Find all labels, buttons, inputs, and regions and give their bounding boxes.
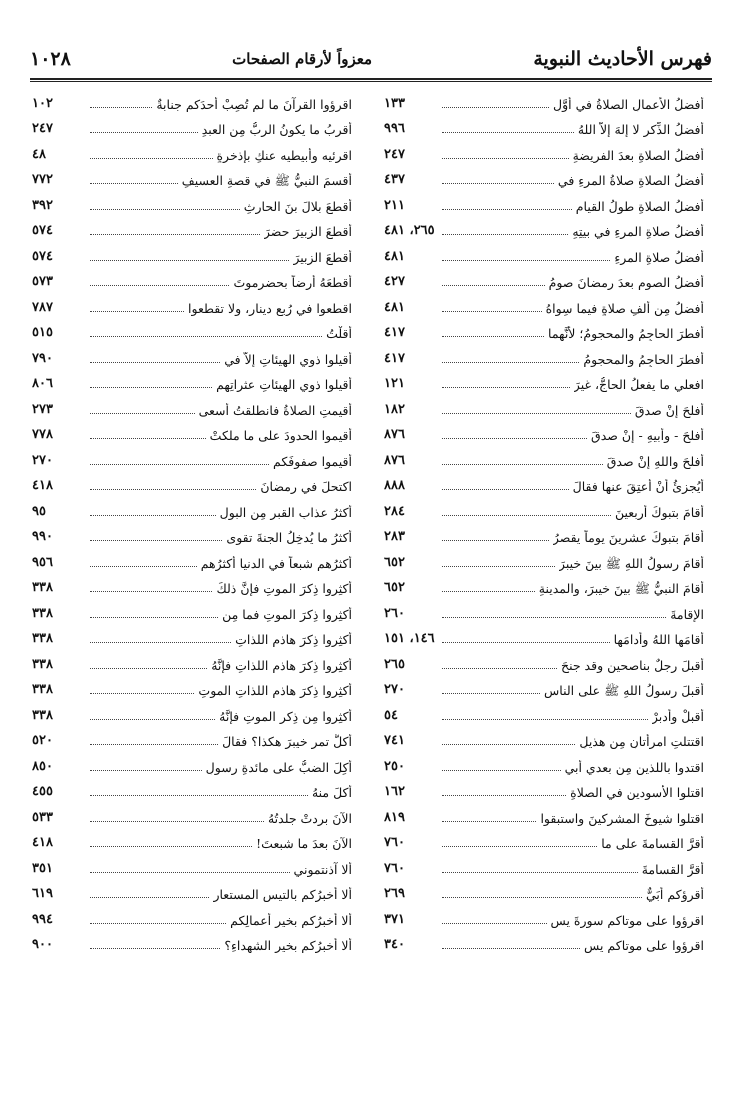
index-entry	[32, 469, 352, 495]
index-entry	[384, 545, 704, 571]
hadith-text: أقطعَ بلالَ بنَ الحارثِ	[243, 198, 352, 214]
index-entry	[384, 775, 704, 801]
index-entry	[384, 316, 704, 342]
index-entry	[384, 622, 704, 648]
index-entry	[384, 86, 704, 112]
dot-leader	[442, 515, 611, 516]
hadith-text: أقيمتِ الصلاةُ فانطلقتُ أسعى	[198, 402, 352, 418]
dot-leader	[90, 872, 290, 873]
hadith-text: أكلُّ تمرِ خيبرَ هكذا؟ فقالَ	[222, 734, 352, 749]
hadith-text: أقامَ بتبوكَ عشرينَ يوماً يقصرُ	[552, 530, 704, 545]
hadith-text: أفضلُ صلاةِ المرءِ في بيتِهِ	[572, 224, 704, 239]
page-ref: ٢٦٥، ٤٨١	[384, 223, 435, 239]
dot-leader	[90, 438, 206, 439]
dot-leader	[90, 617, 218, 618]
dot-leader	[442, 387, 570, 388]
index-entry	[32, 392, 352, 418]
page-ref: ٧٦٠	[384, 835, 405, 851]
left-column	[32, 86, 352, 953]
dot-leader	[442, 489, 569, 490]
hadith-text: أفضلُ صلاةِ المرءِ	[614, 249, 704, 265]
hadith-text: أفضلُ مِن ألفِ صلاةٍ فيما سِواهُ	[545, 300, 704, 316]
hadith-text: أقبلْ وأدبرْ	[651, 708, 704, 724]
hadith-text: اقتلوا الأسودينِ في الصلاةِ	[570, 785, 704, 800]
hadith-text: أفلحَ - وأبيهِ - إنْ صدقَ	[591, 428, 704, 443]
hadith-text: أقربُ ما يكونُ الربُّ مِن العبدِ	[201, 122, 352, 137]
page-ref: ٢٧٠	[384, 682, 405, 698]
index-entry	[384, 469, 704, 495]
index-entry	[32, 877, 352, 903]
index-entry	[32, 647, 352, 673]
index-entry	[32, 137, 352, 163]
dot-leader	[442, 566, 555, 567]
dot-leader	[442, 744, 575, 745]
page-ref: ٥٢٠	[32, 733, 53, 749]
hadith-text: أكلَ منهُ	[311, 785, 352, 800]
index-entry	[32, 596, 352, 622]
page-ref: ٤١٨	[32, 478, 53, 494]
page-ref: ٧٤١	[384, 733, 405, 749]
index-entry	[384, 749, 704, 775]
index-entry	[384, 137, 704, 163]
right-column	[384, 86, 704, 953]
page-ref: ٤١٨	[32, 835, 53, 851]
dot-leader	[90, 464, 269, 465]
hadith-text: أفضلُ الأعمالِ الصلاةُ في أوَّلِ	[553, 96, 704, 112]
hadith-text: اقطعوا في رُبعِ دينارٍ، ولا تقطعوا	[188, 300, 352, 316]
hadith-text: أقيلوا ذوي الهيئاتِ إلاَّ في	[224, 351, 352, 367]
dot-leader	[90, 846, 252, 847]
index-entry	[32, 188, 352, 214]
page-ref: ٣٧١	[384, 911, 405, 927]
page-ref: ٢٨٤	[384, 503, 405, 519]
hadith-text: أفطرَ الحاجِمُ والمحجومُ	[583, 351, 704, 367]
hadith-text: أقامَها اللهُ وأدامَها	[613, 632, 704, 647]
page-ref: ٥٣٣	[32, 809, 53, 825]
index-entry	[32, 622, 352, 648]
dot-leader	[90, 234, 260, 235]
page-ref: ٧٨٧	[32, 299, 53, 315]
hadith-text: اقرئيه وأبيطيه عنكِ بإذخرةٍ	[216, 147, 352, 163]
page-ref: ٣٣٨	[32, 682, 53, 698]
index-entry	[384, 596, 704, 622]
dot-leader	[442, 413, 631, 414]
hadith-text: افعلي ما يفعلُ الحاجُّ، غيرَ	[573, 377, 704, 392]
dot-leader	[442, 948, 580, 949]
page-ref: ١٨٢	[384, 401, 405, 417]
page-ref: ٧٦٠	[384, 860, 405, 876]
page-ref: ٣٣٨	[32, 631, 53, 647]
hadith-text: أقرَّ القسامةَ	[641, 861, 704, 877]
dot-leader	[90, 770, 202, 771]
header-rule-thin	[30, 81, 712, 82]
hadith-text: أقطعَهُ أرضاً بحضرموتَ	[233, 275, 352, 290]
hadith-text: أكثِروا مِن ذِكرِ الموتِ فإنَّهُ	[219, 708, 352, 724]
index-entry	[384, 928, 704, 954]
hadith-text: أكثِروا ذِكرَ هاذمِ اللذاتِ فإنَّهُ	[211, 657, 352, 673]
page-ref: ٥٤	[384, 707, 398, 723]
page-ref: ٣٩٢	[32, 197, 53, 213]
hadith-text: ألا أخبرُكم بخيرِ أعمالِكم	[230, 912, 352, 928]
page-ref: ١٠٢	[32, 95, 53, 111]
dot-leader	[90, 515, 216, 516]
hadith-text: أفضلُ الصلاةِ صلاةُ المرءِ في	[557, 173, 704, 188]
dot-leader	[90, 821, 264, 822]
index-title: فهرس الأحاديث النبوية	[533, 48, 712, 70]
index-entry	[32, 826, 352, 852]
page-ref: ٦٥٢	[384, 554, 405, 570]
page-ref: ٣٣٨	[32, 605, 53, 621]
page-number: ١٠٢٨	[30, 48, 71, 70]
index-entry	[32, 545, 352, 571]
dot-leader	[442, 260, 610, 261]
hadith-text: الإقامةَ	[670, 606, 704, 622]
index-entry	[32, 341, 352, 367]
page-ref: ٤٢٧	[384, 274, 405, 290]
page-ref: ٩٥٦	[32, 554, 53, 570]
page-ref: ٨٥٠	[32, 758, 53, 774]
index-entry	[32, 86, 352, 112]
page-ref: ٢٦٠	[384, 605, 405, 621]
dot-leader	[90, 260, 289, 261]
index-entry	[384, 647, 704, 673]
index-entry	[32, 290, 352, 316]
hadith-text: أقامَ بتبوكَ أربعينَ	[614, 504, 704, 520]
page-ref: ٣٤٠	[384, 937, 405, 953]
hadith-text: أفضلُ الصلاةِ بعدَ الفريضةِ	[572, 147, 704, 163]
index-entry	[384, 290, 704, 316]
page-ref: ٥٧٤	[32, 223, 53, 239]
page-ref: ٨٨٨	[384, 478, 405, 494]
hadith-text: أقبلَ رجلٌ بناصحينِ وقد جنحَ	[561, 657, 704, 673]
hadith-text: أكثِروا ذِكرَ الموتِ فإنَّ ذلكَ	[216, 581, 352, 596]
page-ref: ٥١٥	[32, 325, 53, 341]
hadith-text: أقلْتُ	[326, 326, 352, 341]
hadith-text: اكتحلَ في رمضانَ	[260, 479, 352, 494]
dot-leader	[90, 948, 220, 949]
index-entry	[32, 749, 352, 775]
index-entry	[32, 112, 352, 138]
dot-leader	[90, 693, 194, 694]
page-ref: ٩٩٤	[32, 911, 53, 927]
dot-leader	[442, 719, 648, 720]
dot-leader	[90, 311, 184, 312]
index-entry	[384, 112, 704, 138]
hadith-text: أقيلوا ذوي الهيئاتِ عثراتِهم	[216, 377, 352, 392]
header-rule	[30, 78, 712, 80]
index-entry	[32, 418, 352, 444]
page-ref: ١٦٢	[384, 784, 405, 800]
page-ref: ٢٨٣	[384, 529, 405, 545]
index-entry	[32, 265, 352, 291]
dot-leader	[90, 362, 220, 363]
hadith-text: أقيموا صفوفَكم	[273, 453, 352, 469]
dot-leader	[90, 183, 178, 184]
dot-leader	[442, 642, 610, 643]
page-ref: ٨٧٦	[384, 452, 405, 468]
dot-leader	[90, 387, 212, 388]
dot-leader	[90, 158, 213, 159]
index-entry	[32, 724, 352, 750]
dot-leader	[442, 183, 554, 184]
hadith-text: ألا آذنتموني	[293, 861, 352, 877]
page-ref: ٢٧٣	[32, 401, 53, 417]
index-entry	[384, 418, 704, 444]
index-subtitle: معزواً لأرقام الصفحات	[232, 50, 373, 68]
page-ref: ٩٩٠	[32, 529, 53, 545]
index-entry	[384, 826, 704, 852]
dot-leader	[442, 362, 579, 363]
dot-leader	[90, 719, 215, 720]
hadith-text: أفضلُ الصومِ بعدَ رمضانَ صومُ	[548, 275, 704, 290]
page-ref: ٢١١	[384, 197, 405, 213]
hadith-text: ألا أخبرُكم بخيرِ الشهداءِ؟	[224, 938, 352, 953]
hadith-text: أقرؤكم أُبَيٌّ	[646, 887, 704, 902]
hadith-text: أقطعَ الزبيرَ	[293, 249, 352, 265]
hadith-text: اقتتلتِ امرأتانِ مِن هذيلٍ	[579, 734, 704, 749]
dot-leader	[442, 540, 549, 541]
hadith-text: اقتلوا شيوخَ المشركينَ واستبقوا	[540, 810, 704, 826]
page-ref: ٥٧٤	[32, 248, 53, 264]
hadith-text: أكثِروا ذِكرَ الموتِ فما مِن	[222, 606, 352, 622]
index-entry	[32, 673, 352, 699]
hadith-text: أكثرُهم شبعاً في الدنيا أكثرُهم	[200, 555, 352, 571]
dot-leader	[90, 540, 222, 541]
hadith-text: أفطرَ الحاجِمُ والمحجومُ؛ لأنَّهما	[548, 326, 704, 341]
index-entry	[32, 443, 352, 469]
page-ref: ٣٣٨	[32, 656, 53, 672]
page-ref: ٧٧٢	[32, 172, 53, 188]
dot-leader	[442, 923, 547, 924]
dot-leader	[90, 336, 322, 337]
index-entry	[32, 520, 352, 546]
hadith-text: أفضلُ الصلاةِ طولُ القيامِ	[575, 198, 704, 214]
dot-leader	[90, 591, 212, 592]
hadith-text: أفلحَ إنْ صدقَ	[634, 402, 704, 418]
page-ref: ٦١٩	[32, 886, 53, 902]
hadith-text: ألا أخبرُكم بالتيسِ المستعارِ	[213, 887, 352, 902]
page-ref: ١٤٦، ١٥١	[384, 631, 435, 647]
dot-leader	[90, 795, 308, 796]
dot-leader	[90, 566, 197, 567]
page-ref: ١٣٣	[384, 95, 405, 111]
dot-leader	[442, 617, 666, 618]
page-ref: ٩٥	[32, 503, 46, 519]
dot-leader	[90, 413, 195, 414]
page-ref: ٢٤٧	[384, 146, 405, 162]
index-entry	[384, 265, 704, 291]
dot-leader	[90, 744, 218, 745]
dot-leader	[442, 107, 549, 108]
dot-leader	[442, 897, 642, 898]
page-header	[30, 44, 712, 74]
index-entry	[384, 188, 704, 214]
index-entry	[384, 239, 704, 265]
dot-leader	[90, 668, 207, 669]
index-entry	[32, 316, 352, 342]
index-entry	[32, 851, 352, 877]
hadith-text: أفلحَ واللهِ إنْ صدقَ	[606, 453, 704, 469]
hadith-text: أقرَّ القسامةَ على ما	[601, 836, 704, 851]
index-entry	[32, 928, 352, 954]
dot-leader	[442, 872, 638, 873]
hadith-text: أُكِلَ الضبُّ على مائدةِ رسولِ	[205, 759, 352, 775]
index-entry	[384, 877, 704, 903]
dot-leader	[442, 336, 544, 337]
dot-leader	[442, 668, 557, 669]
page-ref: ٨٠٦	[32, 376, 53, 392]
index-entry	[32, 775, 352, 801]
dot-leader	[442, 464, 603, 465]
index-entry	[384, 851, 704, 877]
page-ref: ٧٩٠	[32, 350, 53, 366]
dot-leader	[90, 489, 256, 490]
index-entry	[32, 902, 352, 928]
page-ref: ٢٦٩	[384, 886, 405, 902]
hadith-text: أكثرُ عذابِ القبرِ مِن البولِ	[219, 504, 352, 520]
page-ref: ٤١٧	[384, 325, 405, 341]
hadith-text: أقيموا الحدودَ على ما ملكتْ	[209, 428, 352, 443]
dot-leader	[90, 209, 240, 210]
dot-leader	[442, 770, 561, 771]
hadith-text: أكثرُ ما يُدخِلُ الجنةَ تقوى	[226, 530, 352, 545]
dot-leader	[442, 693, 540, 694]
dot-leader	[442, 158, 569, 159]
index-entry	[384, 214, 704, 240]
dot-leader	[90, 897, 209, 898]
index-entry	[384, 902, 704, 928]
index-entry	[384, 392, 704, 418]
page-ref: ٤٥٥	[32, 784, 53, 800]
index-entry	[32, 698, 352, 724]
dot-leader	[90, 642, 231, 643]
page-ref: ٥٧٣	[32, 274, 53, 290]
hadith-text: الآنَ بردتْ جلدتُهُ	[267, 810, 352, 826]
page-ref: ٨١٩	[384, 809, 405, 825]
index-entry	[384, 698, 704, 724]
dot-leader	[90, 923, 226, 924]
page-ref: ٩٩٦	[384, 121, 405, 137]
page-ref: ٤٣٧	[384, 172, 405, 188]
index-entry	[32, 214, 352, 240]
index-entry	[32, 494, 352, 520]
hadith-text: اقرؤوا على موتاكم يس	[584, 938, 704, 953]
page-ref: ٤١٧	[384, 350, 405, 366]
hadith-text: أقطعَ الزبيرَ حضرَ	[263, 224, 352, 239]
page-ref: ٩٠٠	[32, 937, 53, 953]
index-entry	[384, 367, 704, 393]
index-entry	[384, 571, 704, 597]
hadith-text: أَيُجزِئُ أنْ أُعتِقَ عنها فقالَ	[572, 479, 704, 494]
index-entry	[32, 800, 352, 826]
page-ref: ٣٣٨	[32, 707, 53, 723]
hadith-text: اقرؤوا القرآنَ ما لم تُصِبْ أحدَكم جنابةٌ	[156, 96, 352, 112]
index-entry	[32, 239, 352, 265]
hadith-text: أقامَ رسولُ اللهِ ﷺ بينَ خيبرَ	[558, 555, 704, 571]
index-entry	[384, 341, 704, 367]
dot-leader	[442, 821, 536, 822]
index-entry	[384, 673, 704, 699]
index-entry	[384, 520, 704, 546]
page-ref: ٤٨١	[384, 299, 405, 315]
dot-leader	[442, 846, 597, 847]
page-ref: ٤٨١	[384, 248, 405, 264]
dot-leader	[90, 132, 198, 133]
dot-leader	[442, 209, 572, 210]
page-ref: ٢٦٥	[384, 656, 405, 672]
index-entry	[32, 367, 352, 393]
page-ref: ٣٣٨	[32, 580, 53, 596]
page-ref: ٨٧٦	[384, 427, 405, 443]
dot-leader	[442, 591, 535, 592]
index-entry	[384, 494, 704, 520]
hadith-text: أكثِروا ذِكرَ هاذمِ اللذاتِ الموتِ	[198, 683, 352, 698]
page-ref: ٦٥٢	[384, 580, 405, 596]
hadith-text: أكثِروا ذِكرَ هاذمِ اللذاتِ	[235, 632, 352, 647]
hadith-text: اقتدوا باللذينِ مِن بعدي أبي	[564, 759, 704, 775]
hadith-text: أقسمَ النبيُّ ﷺ في قصةِ العسيفِ	[181, 173, 352, 188]
dot-leader	[442, 438, 587, 439]
page-ref: ٢٧٠	[32, 452, 53, 468]
page-ref: ٤٨	[32, 146, 46, 162]
page-ref: ٢٤٧	[32, 121, 53, 137]
page-ref: ٢٥٠	[384, 758, 405, 774]
dot-leader	[442, 234, 568, 235]
hadith-text: أقبلَ رسولُ اللهِ ﷺ على الناسِ	[544, 683, 704, 698]
dot-leader	[442, 132, 574, 133]
hadith-text: اقرؤوا على موتاكم سورةَ يس	[550, 912, 704, 928]
index-entry	[32, 163, 352, 189]
hadith-text: أقامَ النبيُّ ﷺ بينَ خيبرَ، والمدينةِ	[538, 581, 704, 596]
page-ref: ٧٧٨	[32, 427, 53, 443]
hadith-text: أفضلُ الذِّكرِ لا إلهَ إلاَّ اللهُ	[577, 122, 704, 137]
index-entry	[384, 443, 704, 469]
index-entry	[32, 571, 352, 597]
dot-leader	[90, 107, 152, 108]
page-ref: ٣٥١	[32, 860, 53, 876]
hadith-text: الآنَ بعدَ ما شبعتَ!	[256, 836, 352, 851]
index-entry	[384, 800, 704, 826]
dot-leader	[90, 285, 229, 286]
index-entry	[384, 724, 704, 750]
dot-leader	[442, 795, 566, 796]
dot-leader	[442, 311, 542, 312]
dot-leader	[442, 285, 545, 286]
page-ref: ١٢١	[384, 376, 405, 392]
index-entry	[384, 163, 704, 189]
